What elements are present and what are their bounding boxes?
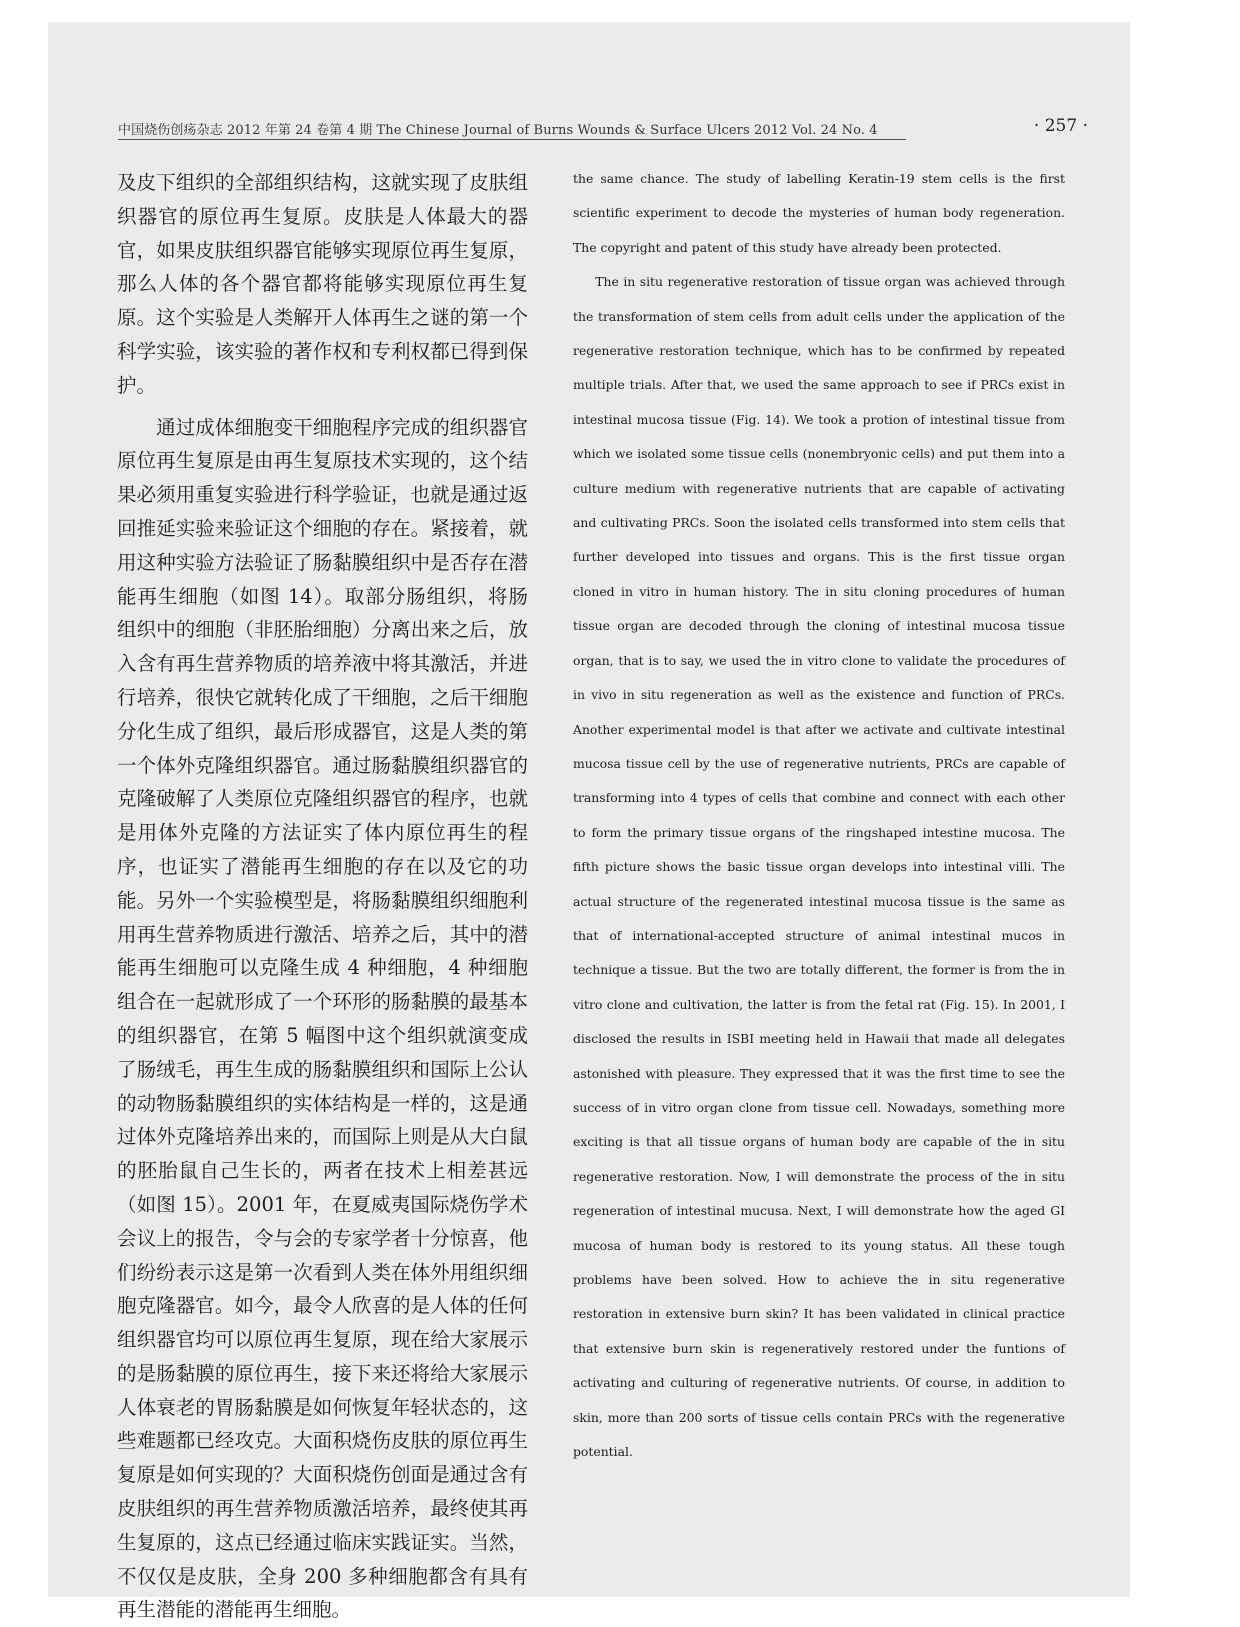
header-rule: [118, 139, 906, 140]
running-title: 中国烧伤创疡杂志 2012 年第 24 卷第 4 期 The Chinese Journal of Burns Wounds & Surface Ulcers 2012 Vol. 24 No. 4: [118, 123, 878, 138]
page-number: · 257 ·: [1033, 116, 1088, 136]
chinese-paragraph-2: 通过成体细胞变干细胞程序完成的组织器官原位再生复原是由再生复原技术实现的，这个结果必须用重复实验进行科学验证，也就是通过返回推延实验来验证这个细胞的存在。紧接着，就用这种实验方法验证了肠黏膜组织中是否存在潜能再生细胞（如图 14）。取部分肠组织，将肠组织中的细胞（非胚胎细胞）分离出来之后，放入含有再生营养物质的培养液中将其激活，并进行培养，很快它就转化成了干细胞，之后干细胞分化生成了组织，最后形成器官，这是人类的第一个体外克隆组织器官。通过肠黏膜组织器官的克隆破解了人类原位克隆组织器官的程序，也就是用体外克隆的方法证实了体内原位再生的程序，也证实了潜能再生细胞的存在以及它的功能。另外一个实验模型是，将肠黏膜组织细胞利用再生营养物质进行激活、培养之后，其中的潜能再生细胞可以克隆生成 4 种细胞，4 种细胞组合在一起就形成了一个环形的肠黏膜的最基本的组织器官，在第 5 幅图中这个组织就演变成了肠绒毛，再生生成的肠黏膜组织和国际上公认的动物肠黏膜组织的实体结构是一样的，这是通过体外克隆培养出来的，而国际上则是从大白鼠的胚胎鼠自己生长的，两者在技术上相差甚远（如图 15）。2001 年，在夏威夷国际烧伤学术会议上的报告，令与会的专家学者十分惊喜，他们纷纷表示这是第一次看到人类在体外用组织细胞克隆器官。如今，最令人欣喜的是人体的任何组织器官均可以原位再生复原，现在给大家展示的是肠黏膜的原位再生，接下来还将给大家展示人体衰老的胃肠黏膜是如何恢复年轻状态的，这些难题都已经攻克。大面积烧伤皮肤的原位再生复原是如何实现的？大面积烧伤创面是通过含有皮肤组织的再生营养物质激活培养，最终使其再生复原的，这点已经通过临床实践证实。当然，不仅仅是皮肤，全身 200 多种细胞都含有具有再生潜能的潜能再生细胞。: [117, 415, 528, 1622]
running-header: [118, 116, 1088, 138]
chinese-paragraph-1: 及皮下组织的全部组织结构，这就实现了皮肤组织器官的原位再生复原。皮肤是人体最大的器官，如果皮肤组织器官能够实现原位再生复原，那么人体的各个器官都将能够实现原位再生复原。这个实验是人类解开人体再生之谜的第一个科学实验，该实验的著作权和专利权都已得到保护。: [117, 171, 528, 397]
chinese-text-column: [117, 166, 528, 1627]
english-paragraph-2: The in situ regenerative restoration of tissue organ was achieved through the transformation of stem cells from adult cells under the application of the regenerative restoration technique, which has to be confirmed by repeated multiple trials. After that, we used the same approach to see if PRCs exist in intestinal mucosa tissue (Fig. 14). We took a protion of intestinal tissue from which we isolated some tissue cells (nonembryonic cells) and put them into a culture medium with regenerative nutrients that are capable of activating and cultivating PRCs. Soon the isolated cells transformed into stem cells that further developed into tissues and organs. This is the first tissue organ cloned in vitro in human history. The in situ cloning procedures of human tissue organ are decoded through the cloning of intestinal mucosa tissue organ, that is to say, we used the in vitro clone to validate the procedures of in vivo in situ regeneration as well as the existence and function of PRCs. Another experimental model is that after we activate and cultivate intestinal mucosa tissue cell by the use of regenerative nutrients, PRCs are capable of transforming into 4 types of cells that combine and connect with each other to form the primary tissue organs of the ringshaped intestine mucosa. The fifth picture shows the basic tissue organ develops into intestinal villi. The actual structure of the regenerated intestinal mucosa tissue is the same as that of international-accepted structure of animal intestinal mucos in technique a tissue. But the two are totally different, the former is from the in vitro clone and cultivation, the latter is from the fetal rat (Fig. 15). In 2001, I disclosed the results in ISBI meeting held in Hawaii that made all delegates astonished with pleasure. They expressed that it was the first time to see the success of in vitro organ clone from tissue cell. Nowadays, something more exciting is that all tissue organs of human body are capable of the in situ regenerative restoration. Now, I will demonstrate the process of the in situ regeneration of intestinal mucusa. Next, I will demonstrate how the aged GI mucosa of human body is restored to its young status. All these tough problems have been solved. How to achieve the in situ regenerative restoration in extensive burn skin? It has been validated in clinical practice that extensive burn skin is regeneratively restored under the funtions of activating and culturing of regenerative nutrients. Of course, in addition to skin, more than 200 sorts of tissue cells contain PRCs with the regenerative potential.: [573, 274, 1065, 1460]
english-text-column: [573, 162, 1065, 1469]
english-paragraph-1: the same chance. The study of labelling Keratin-19 stem cells is the first scientific experiment to decode the mysteries of human body regeneration. The copyright and patent of this study have already been protected.: [573, 171, 1065, 255]
